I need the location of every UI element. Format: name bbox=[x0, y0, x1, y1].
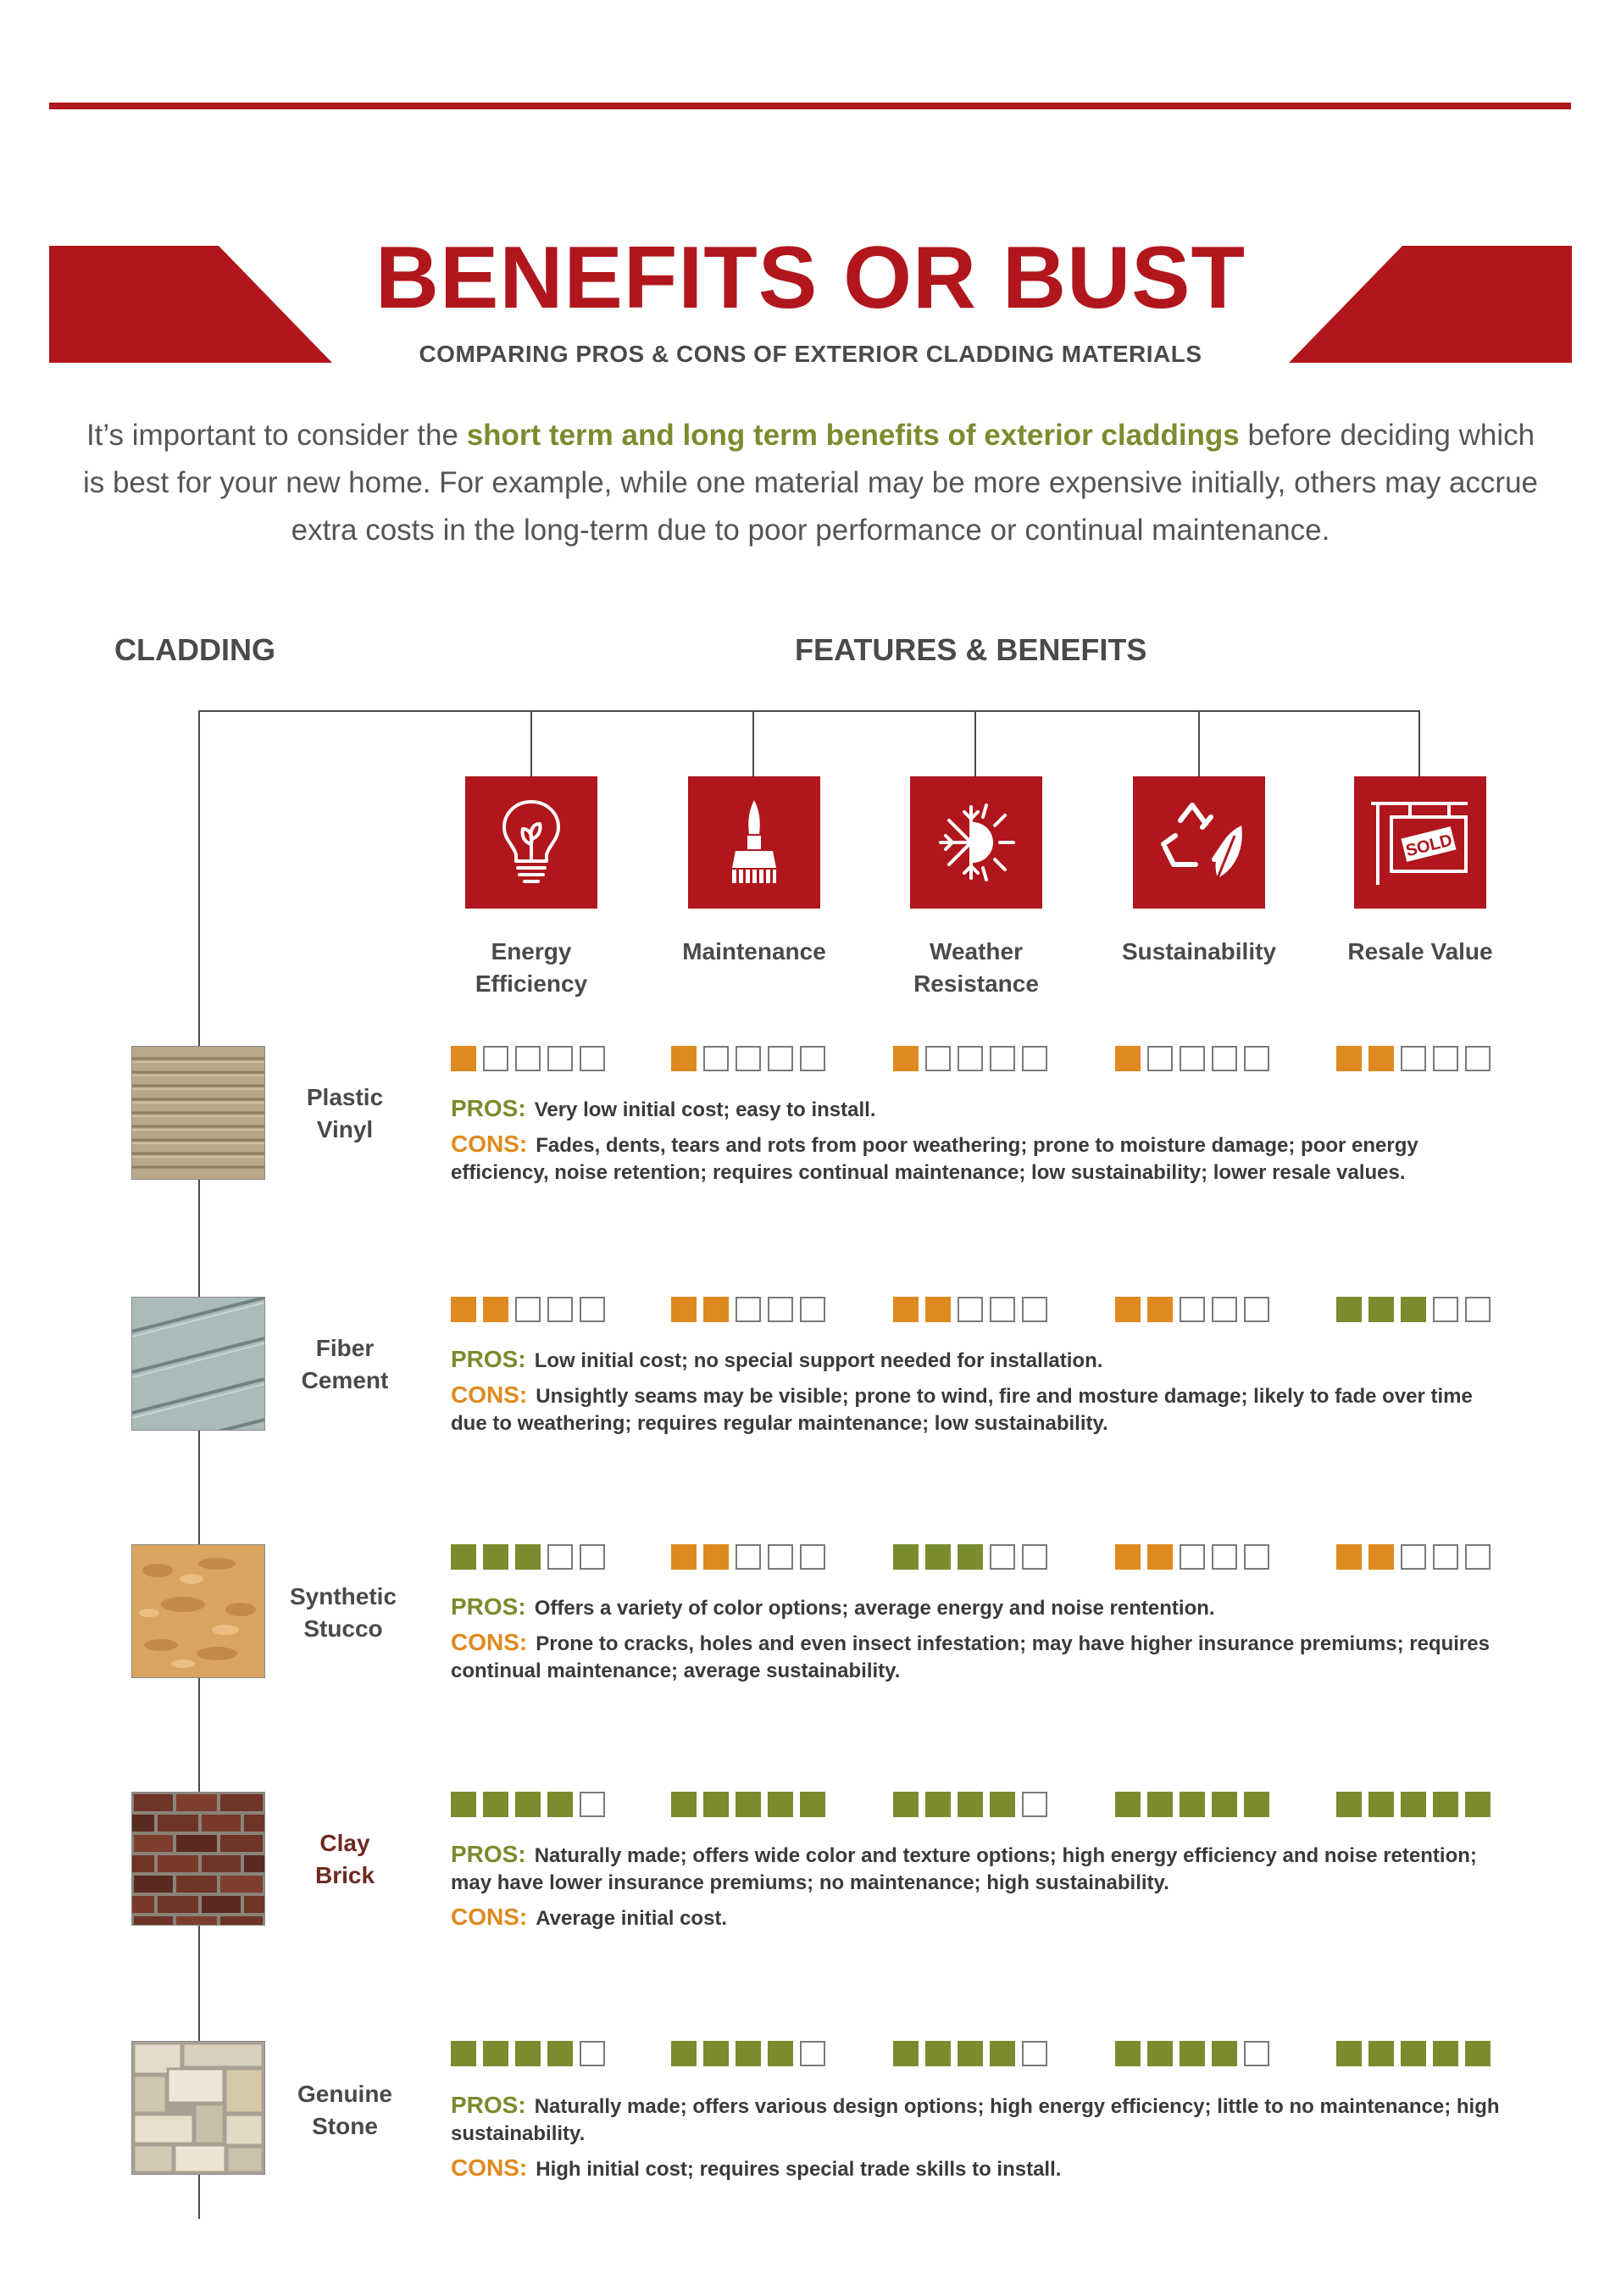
rating-square-filled bbox=[1147, 1792, 1173, 1817]
rating-square-filled bbox=[671, 1297, 697, 1322]
feature-label-resale: Resale Value bbox=[1347, 938, 1493, 965]
pros-text: Naturally made; offers wide color and texture options; high energy efficiency and noise retention; may have lower insurance premiums; no maintenance; high sustainability. bbox=[451, 1844, 1477, 1894]
cladding-name-synthetic-stucco: Synthetic Stucco bbox=[289, 1583, 397, 1642]
pros-label: PROS: bbox=[451, 1346, 526, 1372]
rating-square-empty bbox=[580, 1792, 605, 1817]
rating-square-filled bbox=[958, 1544, 983, 1570]
rating-square-filled bbox=[1115, 1046, 1141, 1071]
rating-sustainability bbox=[1115, 1297, 1269, 1324]
rating-square-filled bbox=[1368, 1297, 1394, 1322]
rating-square-filled bbox=[1115, 2041, 1141, 2066]
rating-square-filled bbox=[483, 2041, 508, 2066]
rating-square-filled bbox=[703, 2041, 729, 2066]
rating-square-empty bbox=[1401, 1046, 1426, 1071]
rating-energy bbox=[451, 2041, 605, 2068]
feature-label-sustainability: Sustainability bbox=[1121, 938, 1277, 965]
rating-weather bbox=[893, 1297, 1047, 1324]
rating-square-filled bbox=[990, 2041, 1015, 2066]
pros-label: PROS: bbox=[451, 2092, 526, 2118]
cons-label: CONS: bbox=[451, 2154, 528, 2181]
rating-square-filled bbox=[671, 1792, 697, 1817]
rating-square-filled bbox=[451, 1544, 476, 1570]
rating-maintenance bbox=[671, 1792, 825, 1819]
rating-square-filled bbox=[703, 1544, 729, 1570]
rating-square-filled bbox=[1180, 1792, 1205, 1817]
rating-square-filled bbox=[893, 1297, 919, 1322]
rating-square-empty bbox=[1147, 1046, 1173, 1071]
rating-square-empty bbox=[990, 1297, 1015, 1322]
rating-square-filled bbox=[925, 1792, 951, 1817]
recycle-leaf-icon bbox=[1133, 776, 1265, 909]
snowflake-sun-icon bbox=[910, 776, 1042, 909]
cladding-column-header: CLADDING bbox=[114, 632, 275, 667]
rating-square-filled bbox=[1336, 2041, 1362, 2066]
cladding-name-plastic-vinyl: Plastic Vinyl bbox=[306, 1084, 384, 1142]
rating-square-filled bbox=[1336, 1544, 1362, 1570]
rating-square-filled bbox=[1465, 1792, 1491, 1817]
rating-square-filled bbox=[1147, 2041, 1173, 2066]
pros-label: PROS: bbox=[451, 1095, 526, 1121]
intro-after: before deciding which is best for your new home. For example, while one material may be more expensive initially, others may accrue extra costs in the long-term due to poor performance or continual maintenance. bbox=[82, 419, 1539, 547]
rating-square-filled bbox=[515, 2041, 541, 2066]
pros-text: Offers a variety of color options; average energy and noise rentention. bbox=[534, 1597, 1215, 1620]
swatch-plastic-vinyl bbox=[131, 1046, 265, 1180]
intro-before: It’s important to consider the bbox=[86, 419, 467, 452]
rating-square-filled bbox=[1212, 1792, 1237, 1817]
rating-square-filled bbox=[1336, 1046, 1362, 1071]
rating-square-empty bbox=[958, 1297, 983, 1322]
rating-square-empty bbox=[1180, 1297, 1205, 1322]
rating-square-filled bbox=[1368, 1792, 1394, 1817]
pros-label: PROS: bbox=[451, 1593, 526, 1620]
rating-square-empty bbox=[515, 1046, 541, 1071]
rating-square-filled bbox=[958, 2041, 983, 2066]
pros-text: Low initial cost; no special support needed for installation. bbox=[534, 1349, 1103, 1372]
rating-square-filled bbox=[703, 1297, 729, 1322]
pros-text: Very low initial cost; easy to install. bbox=[534, 1098, 876, 1121]
rating-square-filled bbox=[800, 1792, 825, 1817]
rating-square-empty bbox=[1465, 1544, 1491, 1570]
pros-label: PROS: bbox=[451, 1841, 526, 1867]
page-title: BENEFITS OR BUST bbox=[375, 229, 1246, 327]
cons-label: CONS: bbox=[451, 1904, 528, 1930]
rating-square-filled bbox=[1115, 1544, 1141, 1570]
cons-label: CONS: bbox=[451, 1629, 528, 1655]
rating-square-empty bbox=[1433, 1046, 1458, 1071]
rating-square-filled bbox=[1368, 2041, 1394, 2066]
rating-square-filled bbox=[671, 1046, 697, 1071]
rating-square-filled bbox=[451, 1792, 476, 1817]
rating-square-filled bbox=[1115, 1297, 1141, 1322]
tree-drop-2 bbox=[752, 710, 754, 776]
rating-square-filled bbox=[515, 1544, 541, 1570]
rating-square-empty bbox=[580, 2041, 605, 2066]
rating-resale bbox=[1336, 1297, 1491, 1324]
rating-square-filled bbox=[1401, 2041, 1426, 2066]
rating-square-filled bbox=[958, 1792, 983, 1817]
rating-square-empty bbox=[736, 1544, 761, 1570]
rating-square-filled bbox=[451, 2041, 476, 2066]
rating-weather bbox=[893, 1046, 1047, 1073]
rating-sustainability bbox=[1115, 1544, 1269, 1571]
tree-drop-3 bbox=[974, 710, 976, 776]
lightbulb-leaf-icon bbox=[465, 776, 597, 909]
cons-text: High initial cost; requires special trade skills to install. bbox=[536, 2158, 1062, 2181]
tree-drop-4 bbox=[1198, 710, 1200, 776]
rating-square-filled bbox=[547, 1792, 573, 1817]
rating-square-empty bbox=[547, 1046, 573, 1071]
rating-maintenance bbox=[671, 1046, 825, 1073]
rating-square-empty bbox=[1212, 1544, 1237, 1570]
tree-drop-5 bbox=[1418, 710, 1420, 776]
tree-drop-1 bbox=[530, 710, 532, 776]
rating-square-empty bbox=[580, 1544, 605, 1570]
rating-square-empty bbox=[580, 1046, 605, 1071]
rating-square-filled bbox=[451, 1046, 476, 1071]
sold-sign-icon bbox=[1354, 776, 1486, 909]
rating-square-filled bbox=[768, 2041, 793, 2066]
desc-plastic-vinyl bbox=[451, 1095, 1510, 1193]
rating-square-empty bbox=[1022, 1544, 1047, 1570]
desc-synthetic-stucco bbox=[451, 1593, 1510, 1692]
rating-square-filled bbox=[893, 1046, 919, 1071]
rating-square-empty bbox=[547, 1297, 573, 1322]
page-subtitle: COMPARING PROS & CONS OF EXTERIOR CLADDING MATERIALS bbox=[419, 341, 1202, 367]
rating-maintenance bbox=[671, 2041, 825, 2068]
rating-energy bbox=[451, 1297, 605, 1324]
rating-weather bbox=[893, 2041, 1047, 2068]
features-column-header: FEATURES & BENEFITS bbox=[795, 632, 1147, 667]
rating-square-filled bbox=[1401, 1792, 1426, 1817]
rating-square-empty bbox=[1180, 1046, 1205, 1071]
rating-square-empty bbox=[1433, 1544, 1458, 1570]
rating-square-empty bbox=[1244, 2041, 1269, 2066]
rating-square-empty bbox=[580, 1297, 605, 1322]
swatch-genuine-stone bbox=[131, 2041, 265, 2175]
rating-square-empty bbox=[800, 1046, 825, 1071]
rating-square-filled bbox=[893, 1544, 919, 1570]
cons-text: Fades, dents, tears and rots from poor weathering; prone to moisture damage; poor energy efficiency, noise retention; requires continual maintenance; low sustainability; lower resale values. bbox=[451, 1134, 1418, 1184]
rating-square-empty bbox=[990, 1046, 1015, 1071]
rating-maintenance bbox=[671, 1297, 825, 1324]
rating-resale bbox=[1336, 1792, 1491, 1819]
swatch-synthetic-stucco bbox=[131, 1544, 265, 1678]
rating-square-filled bbox=[925, 1544, 951, 1570]
rating-square-empty bbox=[1401, 1544, 1426, 1570]
rating-square-empty bbox=[800, 1544, 825, 1570]
rating-square-filled bbox=[925, 2041, 951, 2066]
rating-square-empty bbox=[1022, 2041, 1047, 2066]
intro-paragraph bbox=[76, 412, 1545, 554]
paintbrush-icon bbox=[688, 776, 820, 909]
rating-weather bbox=[893, 1544, 1047, 1571]
tree-vertical-line bbox=[198, 710, 200, 2219]
rating-square-filled bbox=[893, 2041, 919, 2066]
swatch-clay-brick bbox=[131, 1792, 265, 1926]
rating-square-filled bbox=[547, 2041, 573, 2066]
rating-square-filled bbox=[1336, 1792, 1362, 1817]
rating-square-filled bbox=[768, 1792, 793, 1817]
rating-square-filled bbox=[671, 1544, 697, 1570]
rating-square-empty bbox=[1244, 1046, 1269, 1071]
rating-square-filled bbox=[483, 1297, 508, 1322]
rating-square-filled bbox=[1368, 1544, 1394, 1570]
rating-square-empty bbox=[1022, 1792, 1047, 1817]
rating-square-empty bbox=[1022, 1046, 1047, 1071]
rating-sustainability bbox=[1115, 1046, 1269, 1073]
cons-text: Unsightly seams may be visible; prone to wind, fire and mosture damage; likely to fade over time due to weathering; requires regular maintenance; low sustainability. bbox=[451, 1385, 1473, 1435]
cladding-name-genuine-stone: Genuine Stone bbox=[297, 2081, 392, 2139]
rating-square-filled bbox=[1147, 1297, 1173, 1322]
rating-maintenance bbox=[671, 1544, 825, 1571]
rating-square-empty bbox=[1212, 1297, 1237, 1322]
rating-square-empty bbox=[768, 1046, 793, 1071]
rating-square-empty bbox=[990, 1544, 1015, 1570]
cons-text: Prone to cracks, holes and even insect infestation; may have higher insurance premiums; requires continual maintenance; average sustainability. bbox=[451, 1632, 1490, 1682]
rating-square-filled bbox=[1212, 2041, 1237, 2066]
cons-text: Average initial cost. bbox=[536, 1907, 728, 1930]
desc-clay-brick bbox=[451, 1841, 1510, 1939]
rating-square-filled bbox=[1336, 1297, 1362, 1322]
rating-square-empty bbox=[515, 1297, 541, 1322]
rating-square-filled bbox=[1368, 1046, 1394, 1071]
rating-square-filled bbox=[703, 1792, 729, 1817]
rating-square-empty bbox=[1180, 1544, 1205, 1570]
rating-square-empty bbox=[768, 1297, 793, 1322]
pros-text: Naturally made; offers various design options; high energy efficiency; little to no maintenance; high sustainability. bbox=[451, 2095, 1500, 2145]
rating-square-filled bbox=[451, 1297, 476, 1322]
rating-square-filled bbox=[990, 1792, 1015, 1817]
rating-square-filled bbox=[925, 1297, 951, 1322]
rating-square-empty bbox=[800, 2041, 825, 2066]
rating-square-empty bbox=[925, 1046, 951, 1071]
rating-square-filled bbox=[736, 2041, 761, 2066]
intro-highlight: short term and long term benefits of exterior claddings bbox=[466, 419, 1240, 452]
rating-square-filled bbox=[1401, 1297, 1426, 1322]
feature-label-weather: Weather Resistance bbox=[913, 938, 1039, 997]
rating-square-filled bbox=[736, 1792, 761, 1817]
rating-square-empty bbox=[736, 1297, 761, 1322]
rating-resale bbox=[1336, 2041, 1491, 2068]
desc-fiber-cement bbox=[451, 1346, 1510, 1444]
cladding-name-fiber-cement: Fiber Cement bbox=[301, 1335, 389, 1393]
cons-label: CONS: bbox=[451, 1381, 528, 1408]
rating-square-filled bbox=[483, 1792, 508, 1817]
rating-square-empty bbox=[1212, 1046, 1237, 1071]
rating-square-empty bbox=[1244, 1297, 1269, 1322]
feature-label-energy: Energy Efficiency bbox=[475, 938, 588, 997]
rating-square-filled bbox=[515, 1792, 541, 1817]
rating-square-empty bbox=[800, 1297, 825, 1322]
rating-resale bbox=[1336, 1046, 1491, 1073]
rating-square-filled bbox=[1465, 2041, 1491, 2066]
rating-sustainability bbox=[1115, 2041, 1269, 2068]
rating-square-filled bbox=[483, 1544, 508, 1570]
rating-square-filled bbox=[1244, 1792, 1269, 1817]
rating-square-empty bbox=[736, 1046, 761, 1071]
rating-sustainability bbox=[1115, 1792, 1269, 1819]
rating-square-empty bbox=[768, 1544, 793, 1570]
rating-square-filled bbox=[671, 2041, 697, 2066]
rating-square-empty bbox=[1465, 1046, 1491, 1071]
rating-square-empty bbox=[1433, 1297, 1458, 1322]
rating-square-filled bbox=[1180, 2041, 1205, 2066]
feature-label-maintenance: Maintenance bbox=[682, 938, 826, 965]
rating-energy bbox=[451, 1544, 605, 1571]
rating-energy bbox=[451, 1046, 605, 1073]
top-rule bbox=[49, 103, 1571, 109]
rating-square-empty bbox=[1022, 1297, 1047, 1322]
rating-square-filled bbox=[1147, 1544, 1173, 1570]
rating-square-empty bbox=[1244, 1544, 1269, 1570]
cladding-name-clay-brick: Clay Brick bbox=[314, 1830, 375, 1888]
rating-weather bbox=[893, 1792, 1047, 1819]
rating-square-filled bbox=[1433, 1792, 1458, 1817]
swatch-fiber-cement bbox=[131, 1297, 265, 1431]
rating-square-empty bbox=[958, 1046, 983, 1071]
cons-label: CONS: bbox=[451, 1131, 528, 1157]
rating-square-filled bbox=[1115, 1792, 1141, 1817]
rating-resale bbox=[1336, 1544, 1491, 1571]
desc-genuine-stone bbox=[451, 2092, 1510, 2190]
rating-square-empty bbox=[703, 1046, 729, 1071]
rating-square-empty bbox=[547, 1544, 573, 1570]
svg-text:SOLD: SOLD bbox=[1403, 831, 1455, 861]
tree-horizontal-line bbox=[198, 710, 1420, 712]
rating-energy bbox=[451, 1792, 605, 1819]
rating-square-filled bbox=[1433, 2041, 1458, 2066]
rating-square-empty bbox=[483, 1046, 508, 1071]
rating-square-empty bbox=[1465, 1297, 1491, 1322]
rating-square-filled bbox=[893, 1792, 919, 1817]
